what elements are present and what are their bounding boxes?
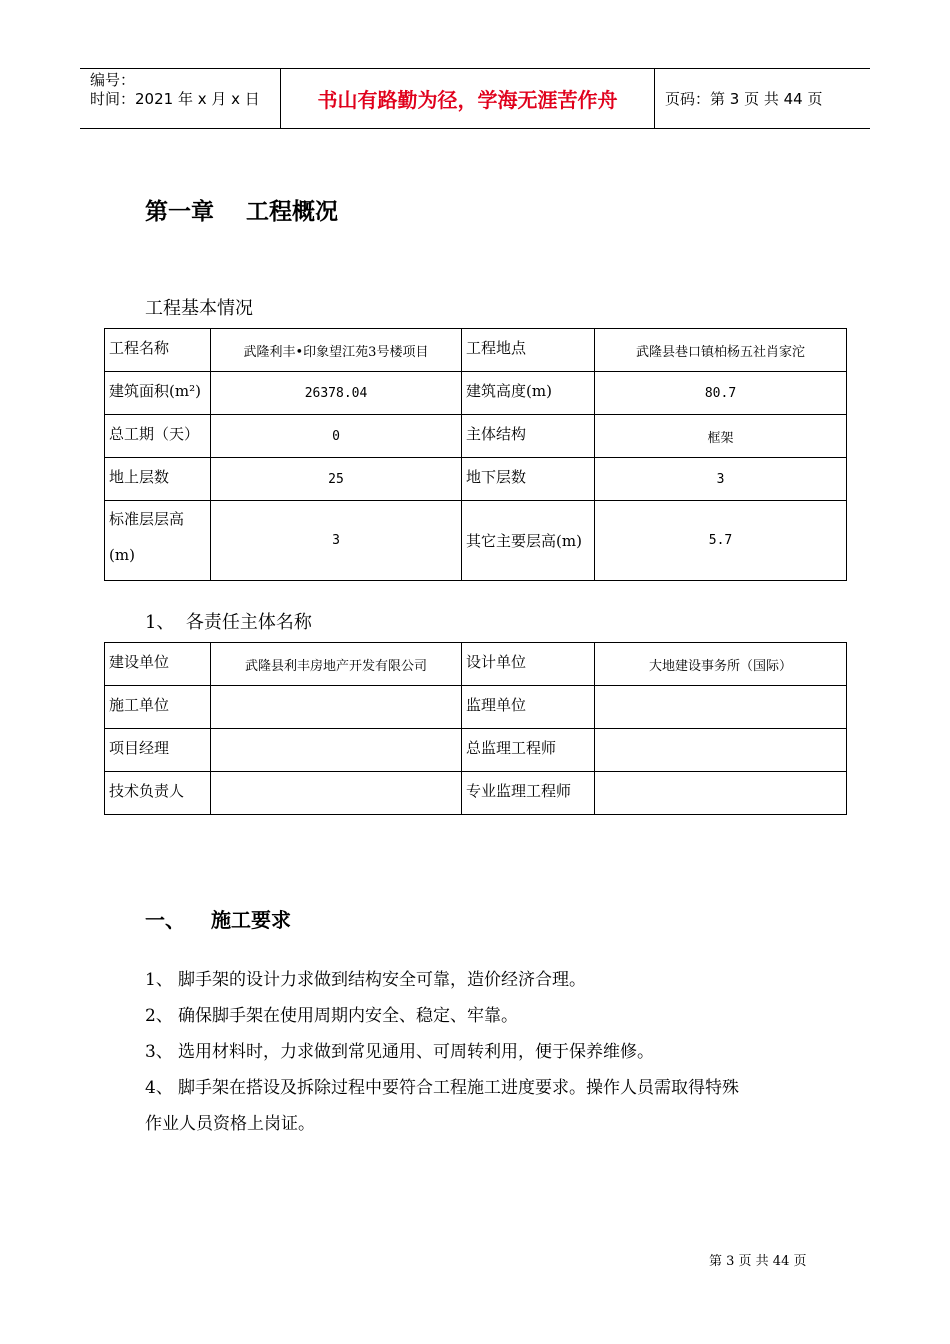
document-number-label: 编号：: [90, 71, 136, 89]
list-item-text: 选用材料时，力求做到常见通用、可周转利用，便于保养维修。: [178, 1042, 654, 1062]
cell-value: 武隆利丰•印象望江苑3号楼项目: [211, 329, 462, 372]
cell-value: [595, 772, 847, 815]
list-item-text: 脚手架的设计力求做到结构安全可靠，造价经济合理。: [178, 970, 586, 990]
cell-value: [595, 729, 847, 772]
cell-value: [211, 772, 462, 815]
cell-label: 工程名称: [105, 329, 211, 372]
cell-value: 3: [595, 458, 847, 501]
cell-label: 地上层数: [105, 458, 211, 501]
requirements-title: 施工要求: [211, 908, 291, 932]
list-item-number: 3、: [145, 1042, 173, 1062]
chapter-title: 第一章 工程概况: [145, 199, 339, 225]
cell-value: 26378.04: [211, 372, 462, 415]
table-row: [105, 772, 847, 815]
cell-label: 工程地点: [462, 329, 595, 372]
page-header: [80, 68, 870, 129]
cell-label: 主体结构: [462, 415, 595, 458]
cell-value: 0: [211, 415, 462, 458]
cell-value: 大地建设事务所（国际）: [595, 643, 847, 686]
cell-value: 80.7: [595, 372, 847, 415]
cell-value: 25: [211, 458, 462, 501]
list-item: [145, 1070, 825, 1142]
header-meta: [80, 69, 281, 128]
parties-title: 1、 各责任主体名称: [145, 612, 312, 633]
cell-value: [211, 686, 462, 729]
table-row: [105, 329, 847, 372]
cell-label: 总工期（天）: [105, 415, 211, 458]
cell-label: 建筑面积(m²): [105, 372, 211, 415]
requirements-list: [145, 962, 825, 1142]
list-item-number: 4、: [145, 1078, 173, 1098]
cell-label: 技术负责人: [105, 772, 211, 815]
cell-label: 监理单位: [462, 686, 595, 729]
page-footer: 第 3 页 共 44 页: [709, 1254, 807, 1269]
parties-table: [104, 642, 847, 815]
cell-label: 专业监理工程师: [462, 772, 595, 815]
cell-value: 武隆县巷口镇柏杨五社肖家沱: [595, 329, 847, 372]
list-item: [145, 962, 825, 998]
cell-label: 设计单位: [462, 643, 595, 686]
table-row: [105, 372, 847, 415]
table-row: [105, 729, 847, 772]
cell-value: 3: [211, 501, 462, 581]
table-row: [105, 686, 847, 729]
list-item-number: 1、: [145, 970, 173, 990]
header-page-label: 页码：第 3 页 共 44 页: [665, 90, 823, 108]
list-item-number: 2、: [145, 1006, 173, 1026]
cell-label: 标准层层高(m): [105, 501, 211, 581]
cell-value: 框架: [595, 415, 847, 458]
cell-value: [211, 729, 462, 772]
basic-info-title: 工程基本情况: [145, 298, 253, 319]
table-row: [105, 458, 847, 501]
requirements-number: 一、: [145, 908, 185, 932]
list-item-continuation: 作业人员资格上岗证。: [145, 1114, 315, 1134]
cell-value: [595, 686, 847, 729]
list-item: [145, 998, 825, 1034]
list-item-text: 确保脚手架在使用周期内安全、稳定、牢靠。: [178, 1006, 518, 1026]
cell-label: 建设单位: [105, 643, 211, 686]
cell-value: 武隆县利丰房地产开发有限公司: [211, 643, 462, 686]
cell-value: 5.7: [595, 501, 847, 581]
requirements-heading: [145, 904, 291, 933]
cell-label: 建筑高度(m): [462, 372, 595, 415]
document-time-label: 时间：2021 年 x 月 x 日: [90, 90, 260, 108]
table-row: [105, 415, 847, 458]
table-row: [105, 501, 847, 581]
cell-label: 地下层数: [462, 458, 595, 501]
list-item: [145, 1034, 825, 1070]
basic-info-table: [104, 328, 847, 581]
cell-label: 项目经理: [105, 729, 211, 772]
cell-label: 施工单位: [105, 686, 211, 729]
table-row: [105, 643, 847, 686]
header-motto: 书山有路勤为径，学海无涯苦作舟: [281, 69, 655, 128]
cell-label: 总监理工程师: [462, 729, 595, 772]
cell-label: 其它主要层高(m): [462, 501, 595, 581]
list-item-text: 脚手架在搭设及拆除过程中要符合工程施工进度要求。操作人员需取得特殊: [178, 1078, 739, 1098]
